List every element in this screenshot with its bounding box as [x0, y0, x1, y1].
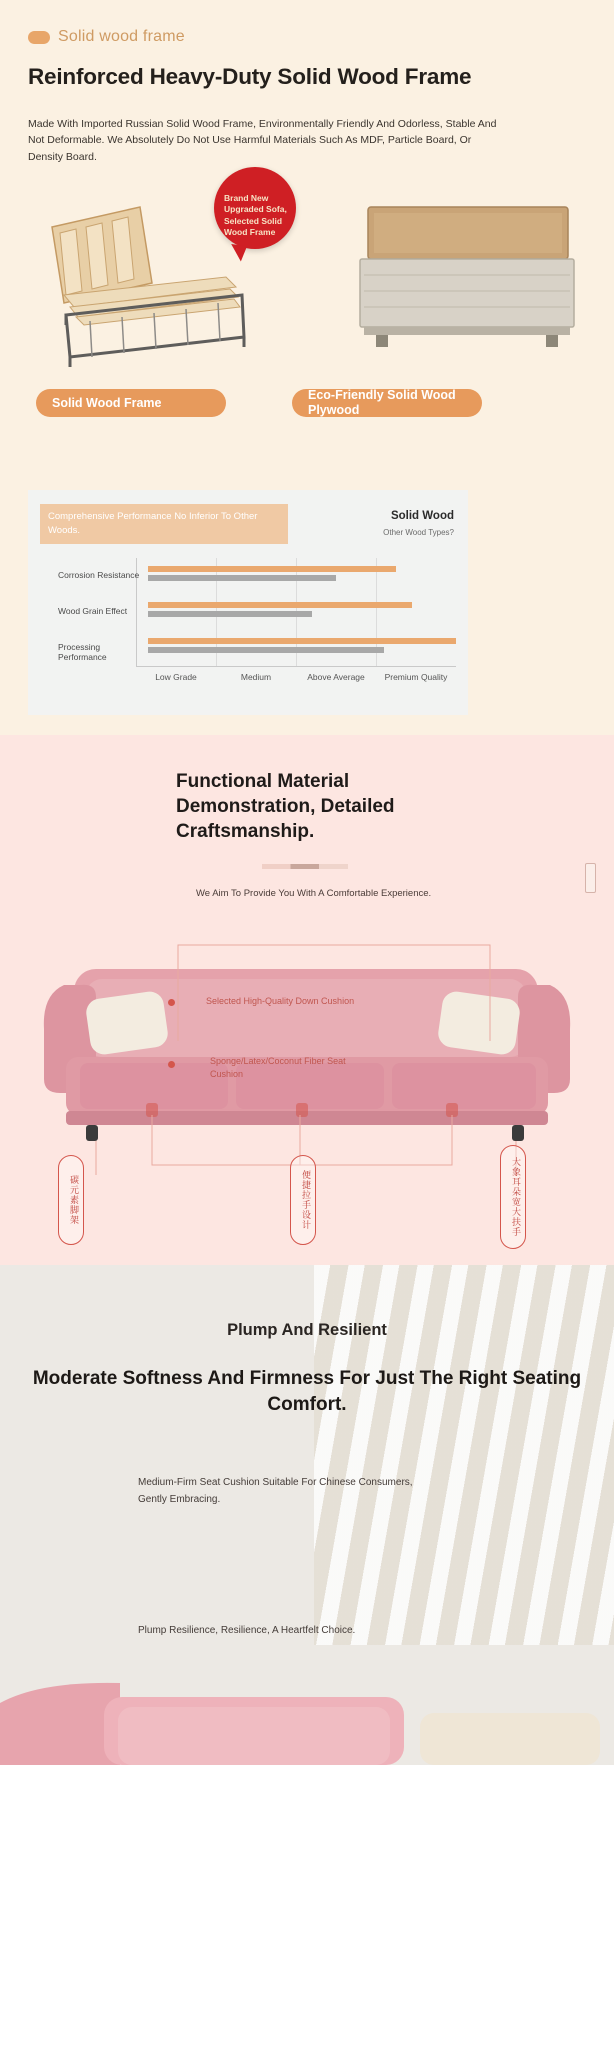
eyebrow-label: Solid wood frame — [58, 28, 185, 45]
chart-title: Comprehensive Performance No Inferior To Other Woods. — [40, 504, 288, 544]
section1-body-text: Made With Imported Russian Solid Wood Frame, Environmentally Friendly And Odorless, Stable And Not Deformable. We Absolutely Do Not Use Harmful Materials Such As MDF, Particle Board, Or Density Board. — [28, 118, 497, 163]
bar-group-processing — [40, 634, 456, 670]
vtag-wide-armrest: 大象耳朵宽大扶手 — [500, 1145, 526, 1249]
bar-label-grain: Wood Grain Effect — [58, 606, 128, 616]
section2-subtitle: We Aim To Provide You With A Comfortable Experience. — [196, 888, 432, 900]
vtag-carbon-legs: 碳元素脚架 — [58, 1155, 84, 1245]
frame-images-row — [28, 183, 586, 383]
bar-solid-corrosion — [148, 566, 396, 572]
xtick-premium-quality: Premium Quality — [384, 672, 448, 682]
bar-other-corrosion — [148, 575, 336, 581]
bar-group-grain — [40, 598, 456, 634]
page-title: Reinforced Heavy-Duty Solid Wood Frame — [28, 64, 472, 89]
callout-dot-seat-cushion — [168, 1061, 175, 1068]
section3-body-2: Plump Resilience, Resilience, A Heartfelt Choice. — [138, 1625, 356, 1636]
section3-body-1: Medium-Firm Seat Cushion Suitable For Chinese Consumers, Gently Embracing. — [138, 1477, 413, 1505]
section-eyebrow — [28, 28, 586, 46]
caption-eco-plywood: Eco-Friendly Solid Wood Plywood — [292, 389, 482, 417]
chart-x-tick-labels — [136, 672, 456, 682]
caption-solid-wood-frame: Solid Wood Frame — [36, 389, 226, 417]
vtag-handle-design: 便捷拉手设计 — [290, 1155, 316, 1245]
legend-item-other-wood: Other Wood Types? — [383, 528, 454, 537]
section-plump-resilient — [0, 1265, 614, 1765]
legend-item-solid-wood: Solid Wood — [390, 510, 454, 522]
section-solid-wood-frame — [0, 0, 614, 735]
bar-other-processing — [148, 647, 384, 653]
callout-dot-down-cushion — [168, 999, 175, 1006]
xtick-above-average: Above Average — [307, 672, 365, 682]
bar-group-corrosion — [40, 562, 456, 598]
frame-captions — [28, 389, 586, 423]
bar-label-processing: Processing Performance — [58, 642, 107, 662]
eco-plywood-image — [354, 201, 586, 361]
sofa-illustration-wrap — [0, 933, 614, 1263]
callout-seat-cushion: Sponge/Latex/Coconut Fiber Seat Cushion — [210, 1056, 346, 1079]
section2-title: Functional Material Demonstration, Detailed Craftsmanship. — [176, 771, 395, 843]
bar-other-grain — [148, 611, 312, 617]
performance-chart — [28, 490, 468, 715]
xtick-low-grade: Low Grade — [155, 672, 197, 682]
section2-divider — [262, 864, 348, 869]
bar-label-corrosion: Corrosion Resistance — [58, 570, 140, 580]
callout-down-cushion: Selected High-Quality Down Cushion — [206, 996, 355, 1006]
sofa-closeup-image — [0, 1673, 614, 1765]
section3-kicker: Plump And Resilient — [227, 1321, 387, 1339]
bar-solid-processing — [148, 638, 456, 644]
chart-legend — [383, 510, 454, 537]
side-tag-icon — [585, 863, 596, 893]
section3-title: Moderate Softness And Firmness For Just The Right Seating Comfort. — [32, 1368, 582, 1415]
chart-bars — [40, 562, 456, 670]
section-functional-material — [0, 735, 614, 1265]
promo-bubble-text: Brand New Upgraded Sofa, Selected Solid Wood Frame — [224, 192, 287, 238]
pill-dot-icon — [28, 31, 50, 44]
bar-solid-grain — [148, 602, 412, 608]
xtick-medium: Medium — [240, 672, 272, 682]
